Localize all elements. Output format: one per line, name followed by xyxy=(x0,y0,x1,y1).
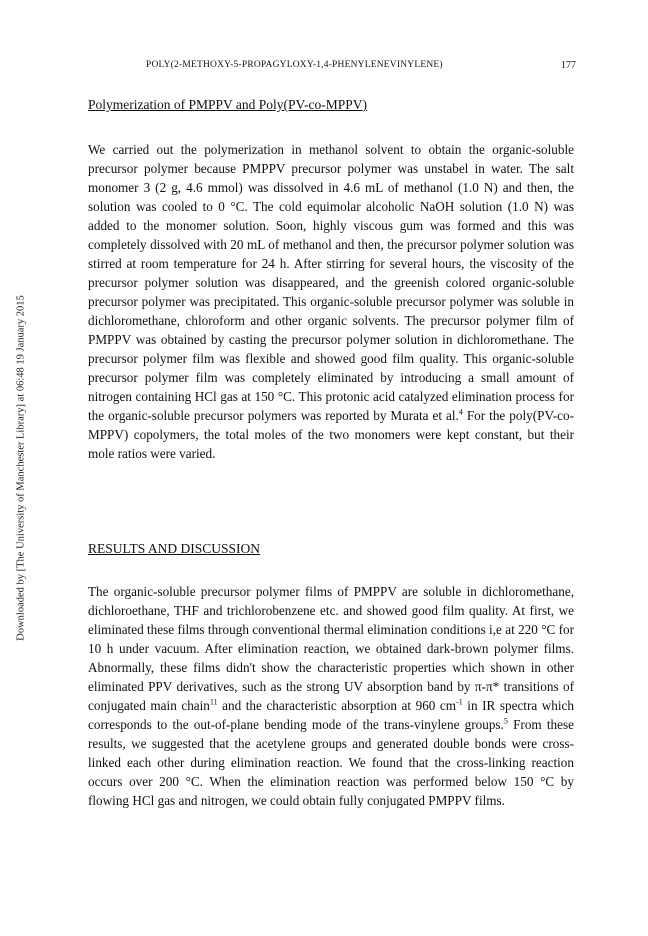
unit-superscript: -1 xyxy=(456,697,463,707)
download-watermark xyxy=(14,0,28,936)
reference-superscript: 4 xyxy=(458,407,463,417)
reference-superscript: 11 xyxy=(209,697,218,707)
section-heading-polymerization: Polymerization of PMPPV and Poly(PV-co-MPPV) xyxy=(88,97,368,112)
paragraph-results xyxy=(88,582,574,810)
paragraph-text: The organic-soluble precursor polymer films of PMPPV are soluble in dichloromethane, dichloroethane, THF and trichlorobenzene etc. and showed good film quality. At first, we eliminated these films through conventional thermal elimination conditions i,e at 220 °C for 10 h under vacuum. After elimination reaction, we obtained dark-brown polymer films. Abnormally, these films didn't show the characteristic properties which shown in other eliminated PPV derivatives, such as the strong UV absorption band by π-π* transitions of conjugated main chain xyxy=(88,584,574,713)
page-number: 177 xyxy=(561,60,576,71)
reference-superscript: 5 xyxy=(503,716,508,726)
paragraph-text: From these results, we suggested that the acetylene groups and generated double bonds were cross-linked each other during elimination reaction. We found that the cross-linking reaction occurs over 200 °C. When the elimination reaction was performed below 150 °C by flowing HCl gas and nitrogen, we could obtain fully conjugated PMPPV films. xyxy=(88,717,574,808)
download-watermark-text: Downloaded by [The University of Manchester Library] at 06:48 19 January 2015 xyxy=(15,295,27,641)
paragraph-text: in IR spectra which corresponds to the out-of-plane bending mode of the trans-vinylene groups. xyxy=(88,698,574,732)
running-head: POLY(2-METHOXY-5-PROPAGYLOXY-1,4-PHENYLENEVINYLENE) xyxy=(146,60,443,70)
paragraph-text: and the characteristic absorption at 960 cm xyxy=(217,698,457,713)
paragraph-text: We carried out the polymerization in methanol solvent to obtain the organic-soluble precursor polymer because PMPPV precursor polymer was unstabel in water. The salt monomer 3 (2 g, 4.6 mmol) was dissolved in 4.6 mL of methanol (1.0 N) and then, the solution was cooled to 0 °C. The cold equimolar alcoholic NaOH solution (1.0 N) was added to the monomer solution. Soon, highly viscous gum was formed and this was completely dissolved with 20 mL of methanol and then, the precursor polymer solution was stirred at room temperature for 24 h. After stirring for several hours, the viscosity of the precursor polymer solution was disappeared, and the greenish colored organic-soluble precursor polymer was precipitated. This organic-soluble precursor polymer was soluble in dichloromethane, chloroform and other organic solvents. The precursor polymer film of PMPPV was obtained by casting the precursor polymer solution in dichloromethane. The precursor polymer film was flexible and showed good film quality. This organic-soluble precursor polymer film was completely eliminated by introducing a small amount of nitrogen containing HCl gas at 150 °C. This protonic acid catalyzed elimination process for the organic-soluble precursor polymers was reported by Murata et al. xyxy=(88,142,574,423)
paragraph-text: For the poly(PV-co-MPPV) copolymers, the total moles of the two monomers were kept constant, but their mole ratios were varied. xyxy=(88,408,574,461)
paragraph-polymerization xyxy=(88,140,574,463)
section-heading-results: RESULTS AND DISCUSSION xyxy=(88,541,261,556)
